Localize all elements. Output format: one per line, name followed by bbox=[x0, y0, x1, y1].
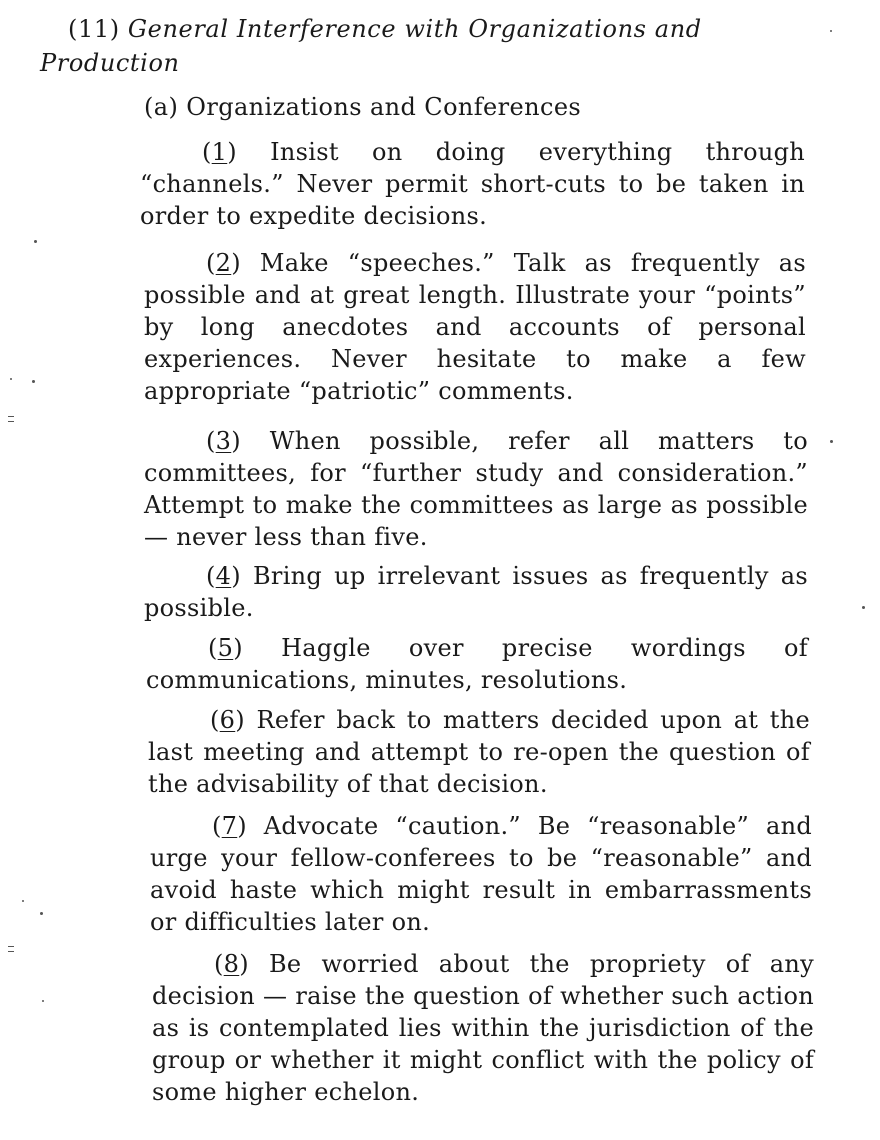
section-number: (11) bbox=[68, 15, 120, 43]
scan-speck bbox=[40, 912, 43, 915]
item-number: 5 bbox=[217, 634, 234, 662]
scan-speck bbox=[8, 946, 14, 947]
list-item: (3) When possible, refer all matters to committees, for “further study and consideration.” Attempt to make the committees as large as possible — never less than five. bbox=[144, 427, 808, 551]
item-text: Bring up irrelevant issues as frequently as possible. bbox=[144, 562, 808, 622]
scan-speck bbox=[34, 240, 37, 243]
scan-speck bbox=[42, 1000, 44, 1002]
list-item: (4) Bring up irrelevant issues as frequently as possible. bbox=[144, 562, 808, 622]
section-title: General Interference with Organizations and Production bbox=[40, 15, 702, 77]
scan-speck bbox=[32, 380, 35, 383]
subsection-heading: (a) Organizations and Conferences bbox=[144, 93, 582, 121]
list-item: (5) Haggle over precise wordings of communications, minutes, resolutions. bbox=[146, 634, 808, 694]
item-number: 8 bbox=[223, 950, 240, 978]
section-heading bbox=[40, 12, 810, 80]
item-text: Advocate “caution.” Be “reasonable” and urge your fellow-conferees to be “reasonable” and avoid haste which might result in embarrassments or difficulties later on. bbox=[150, 812, 812, 936]
list-item: (1) Insist on doing everything through “channels.” Never permit short-cuts to be taken in order to expedite decisions. bbox=[140, 138, 806, 230]
item-text: Be worried about the propriety of any decision — raise the question of whether such action as is contemplated lies within the jurisdiction of the group or whether it might conflict with the policy of some higher echelon. bbox=[152, 950, 814, 1106]
scan-speck bbox=[830, 440, 833, 443]
item-number: 4 bbox=[215, 562, 232, 590]
item-number: 3 bbox=[215, 427, 232, 455]
item-text: Haggle over precise wordings of communications, minutes, resolutions. bbox=[146, 634, 808, 694]
list-item: (6) Refer back to matters decided upon at the last meeting and attempt to re-open the question of the advisability of that decision. bbox=[148, 706, 811, 798]
item-text: Insist on doing everything through “channels.” Never permit short-cuts to be taken in order to expedite decisions. bbox=[140, 138, 806, 230]
scan-speck bbox=[830, 30, 832, 32]
list-item: (8) Be worried about the propriety of any decision — raise the question of whether such action as is contemplated lies within the jurisdiction of the group or whether it might conflict with the policy of some higher echelon. bbox=[152, 950, 814, 1106]
list-item: (2) Make “speeches.” Talk as frequently as possible and at great length. Illustrate your “points” by long anecdotes and accounts of personal experiences. Never hesitate to make a few appropriate “patriotic” comments. bbox=[144, 249, 806, 405]
item-text: Refer back to matters decided upon at the last meeting and attempt to re-open the question of the advisability of that decision. bbox=[148, 706, 811, 798]
item-number: 1 bbox=[211, 138, 228, 166]
list-item: (7) Advocate “caution.” Be “reasonable” and urge your fellow-conferees to be “reasonable” and avoid haste which might result in embarrassments or difficulties later on. bbox=[150, 812, 812, 936]
item-number: 7 bbox=[221, 812, 238, 840]
scan-speck bbox=[862, 606, 865, 609]
scan-speck bbox=[10, 378, 12, 380]
scan-speck bbox=[8, 421, 14, 422]
item-number: 2 bbox=[215, 249, 232, 277]
scan-speck bbox=[22, 900, 24, 902]
item-number: 6 bbox=[219, 706, 236, 734]
scan-speck bbox=[8, 951, 14, 952]
scan-speck bbox=[8, 416, 14, 417]
item-text: When possible, refer all matters to committees, for “further study and consideration.” Attempt to make the committees as large as possible — never less than five. bbox=[144, 427, 808, 551]
item-text: Make “speeches.” Talk as frequently as possible and at great length. Illustrate your “points” by long anecdotes and accounts of personal experiences. Never hesitate to make a few appropriate “patriotic” comments. bbox=[144, 249, 806, 405]
